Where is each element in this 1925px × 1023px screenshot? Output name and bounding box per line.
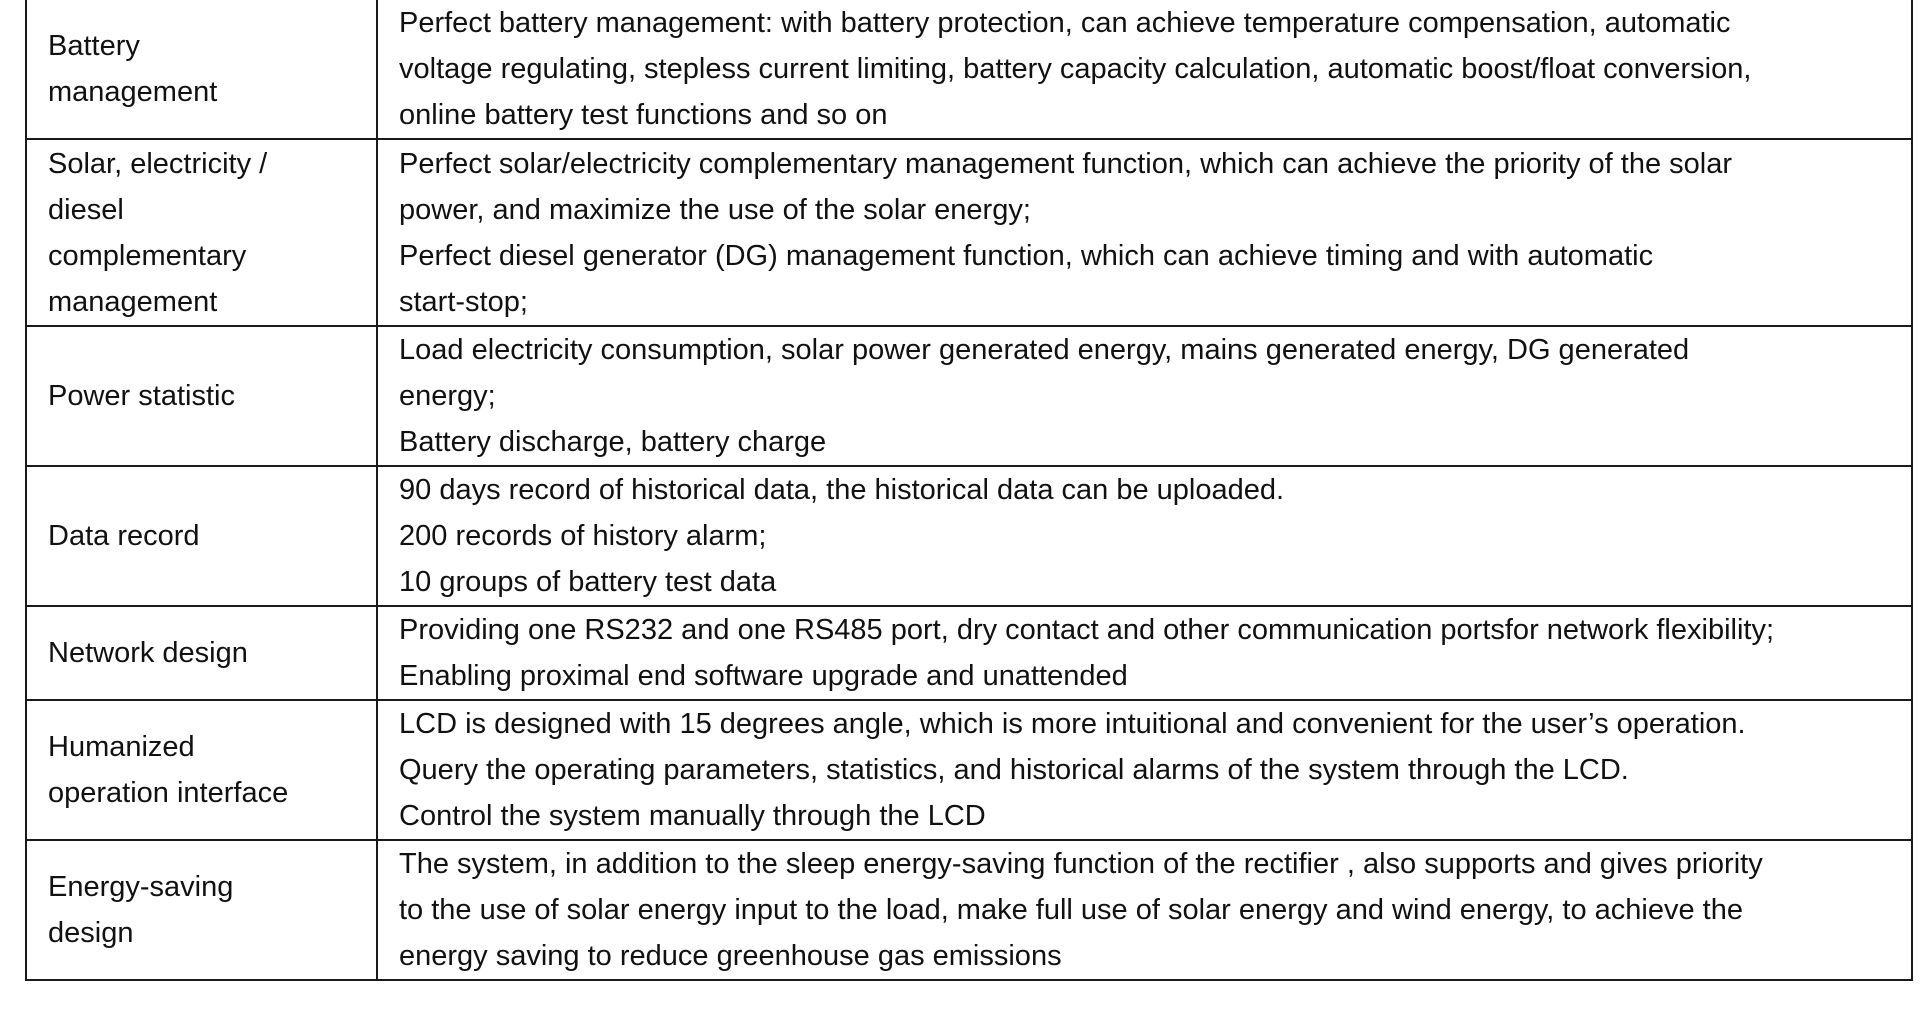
feature-description: LCD is designed with 15 degrees angle, which is more intuitional and convenient for the user’s operation. Query the operating parameters, statistics, and historical alarms of the system through the LCD. Control the system manually through the LCD xyxy=(377,700,1912,840)
table-row xyxy=(26,466,1912,606)
table-row xyxy=(26,700,1912,840)
feature-label: Solar, electricity / diesel complementary management xyxy=(26,139,377,326)
feature-label: Data record xyxy=(26,466,377,606)
feature-label: Network design xyxy=(26,606,377,700)
feature-label: Humanized operation interface xyxy=(26,700,377,840)
feature-description: Perfect solar/electricity complementary management function, which can achieve the priority of the solar power, and maximize the use of the solar energy; Perfect diesel generator (DG) management function, which can achieve timing and with automatic start-stop; xyxy=(377,139,1912,326)
table-row xyxy=(26,139,1912,326)
feature-label: Power statistic xyxy=(26,326,377,466)
feature-description: 90 days record of historical data, the historical data can be uploaded. 200 records of history alarm; 10 groups of battery test data xyxy=(377,466,1912,606)
feature-label: Battery management xyxy=(26,0,377,139)
table-row xyxy=(26,0,1912,139)
feature-label: Energy-saving design xyxy=(26,840,377,980)
spec-table xyxy=(25,0,1913,981)
feature-description: Providing one RS232 and one RS485 port, dry contact and other communication portsfor network flexibility; Enabling proximal end software upgrade and unattended xyxy=(377,606,1912,700)
table-row xyxy=(26,840,1912,980)
feature-description: The system, in addition to the sleep energy-saving function of the rectifier , also supports and gives priority to the use of solar energy input to the load, make full use of solar energy and wind energy, to achieve the energy saving to reduce greenhouse gas emissions xyxy=(377,840,1912,980)
feature-description: Load electricity consumption, solar power generated energy, mains generated energy, DG generated energy; Battery discharge, battery charge xyxy=(377,326,1912,466)
feature-description: Perfect battery management: with battery protection, can achieve temperature compensation, automatic voltage regulating, stepless current limiting, battery capacity calculation, automatic boost/float conversion, online battery test functions and so on xyxy=(377,0,1912,139)
table-row xyxy=(26,326,1912,466)
table-row xyxy=(26,606,1912,700)
